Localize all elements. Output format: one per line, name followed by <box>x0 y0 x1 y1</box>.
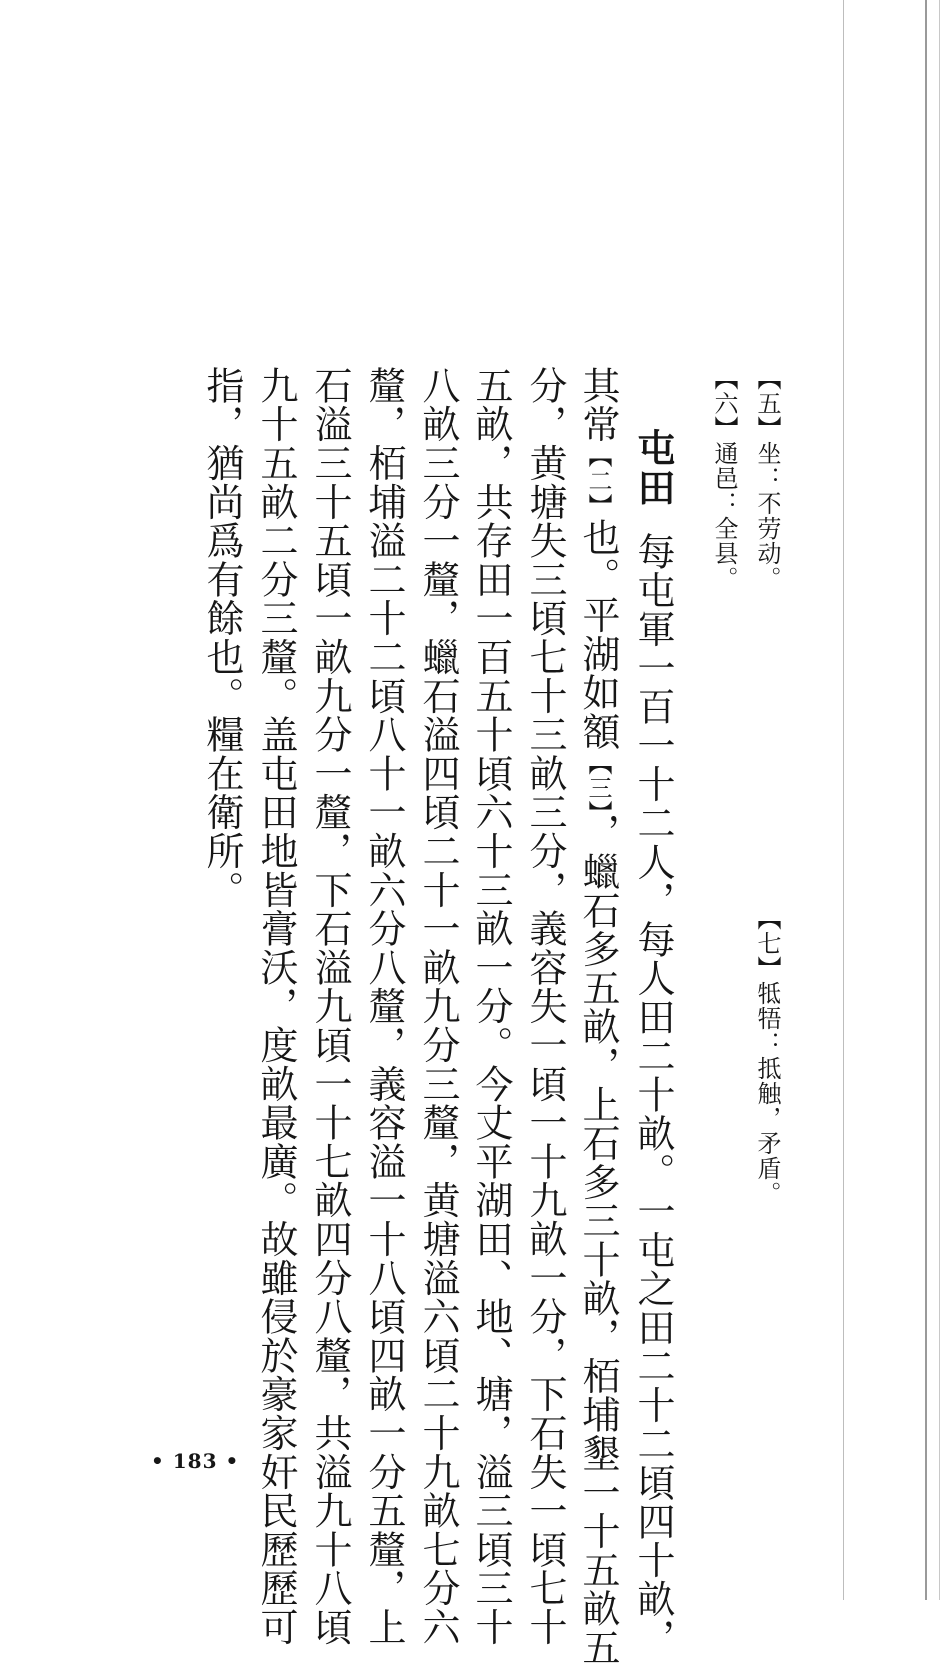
text-column-2 <box>573 366 620 1667</box>
footnote-text: 牴牾：抵触，矛盾。 <box>753 981 781 1206</box>
footnote-text: 通邑：全县。 <box>710 441 738 591</box>
text-line: 石溢三十五頃一畝九分一釐，下石溢九頃一十七畝四分八釐，共溢九十八頃 <box>308 366 352 1647</box>
footnote-marker: 【七】 <box>753 906 781 981</box>
text-line: 八畝三分一釐，蠟石溢四頃二十一畝九分三釐，黄塘溢六頃二十九畝七分六 <box>416 366 460 1647</box>
text-column-3 <box>520 366 567 1647</box>
text-segment: ，蠟石多五畝，上石多三十畝，栢埔墾一十五畝五 <box>576 813 620 1667</box>
text-column-1 <box>628 428 676 1658</box>
section-heading: 屯田 <box>631 428 676 508</box>
text-line: 九十五畝二分三釐。盖屯田地皆膏沃，度畝最廣。故雖侵於豪家奸民歷歷可 <box>254 366 298 1647</box>
text-line: 五畝，共存田一百五十頃六十三畝一分。今丈平湖田、地、塘，溢三頃三十 <box>469 366 513 1647</box>
text-line: 釐，栢埔溢二十二頃八十一畝六分八釐，義容溢一十八頃四畝一分五釐，上 <box>362 366 406 1647</box>
footnote-text: 坐：不劳动。 <box>753 441 781 591</box>
text-line: 分，黄塘失三頃七十三畝三分，義容失一頃一十九畝一分，下石失一頃七十 <box>523 366 567 1647</box>
note-reference: 【三】 <box>584 750 612 814</box>
footnote-marker: 【六】 <box>710 366 738 441</box>
text-column-7 <box>305 366 352 1647</box>
page-number: • 183 • <box>151 1449 240 1473</box>
text-column-5 <box>413 366 460 1647</box>
text-column-4 <box>466 366 513 1647</box>
text-segment: 其常 <box>576 366 620 444</box>
footnote-marker: 【五】 <box>753 366 781 441</box>
page-edge-line <box>939 0 940 1600</box>
page-edge-line <box>925 0 927 1600</box>
text-line: 每屯軍一百一十二人，每人田二十畝。一屯之田二十二頃四十畝， <box>631 532 675 1658</box>
footnote-7 <box>755 906 779 1206</box>
page-edge-line <box>843 0 844 1600</box>
text-line: 指，猶尚爲有餘也。糧在衛所。 <box>200 366 244 910</box>
text-segment: 也。平湖如額 <box>576 518 620 751</box>
note-reference: 【二】 <box>584 443 612 519</box>
footnote-6 <box>712 366 736 591</box>
text-column-6 <box>359 366 406 1647</box>
text-column-9 <box>197 366 244 910</box>
text-column-8 <box>251 366 298 1647</box>
footnote-5 <box>755 366 779 591</box>
